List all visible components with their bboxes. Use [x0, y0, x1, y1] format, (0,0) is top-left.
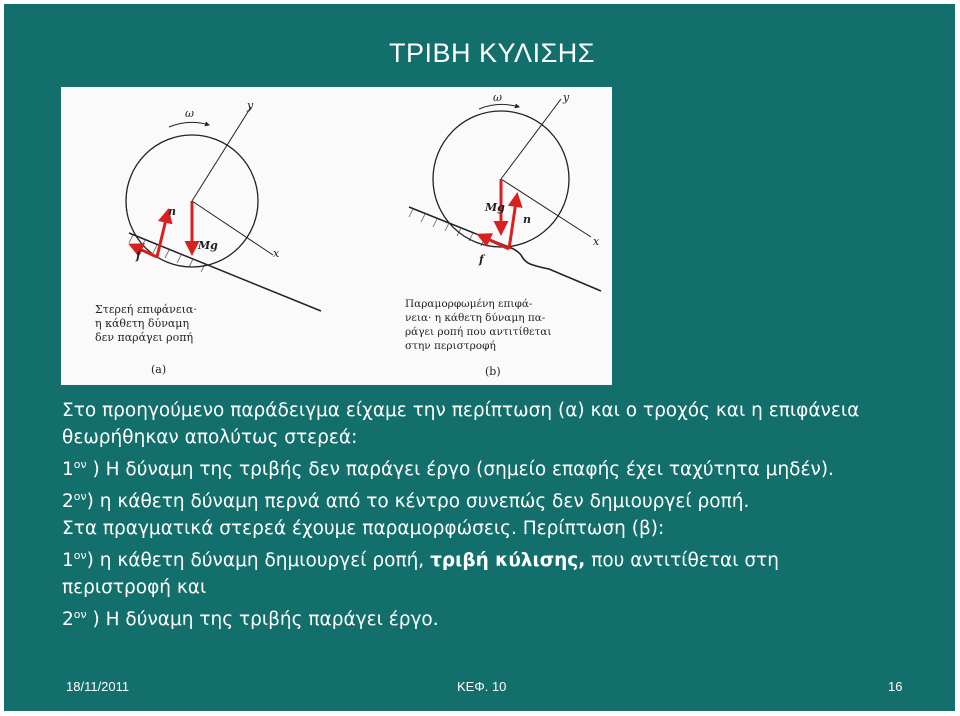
- y-axis-a: [192, 107, 251, 201]
- point-1-solid: [62, 451, 882, 483]
- footer-chapter: ΚΕΦ. 10: [457, 679, 507, 694]
- mg-label-a: Mg: [198, 239, 218, 252]
- n-label-a: n: [168, 205, 176, 218]
- incline-hatch-b: [409, 209, 485, 246]
- caption-a-line-3: δεν παράγει ροπή: [95, 331, 194, 344]
- figure-svg: [61, 87, 612, 385]
- normal-force-arrow-b: [509, 195, 517, 249]
- deformed-surface-b: [409, 207, 601, 291]
- panel-b-diagram: [405, 91, 601, 378]
- caption-a-line-1: Στερεή επιφάνεια·: [95, 303, 197, 316]
- point-3-ordinal: ον: [73, 549, 87, 562]
- rotation-arrow-a: [169, 122, 209, 127]
- point-1-ordinal: ον: [73, 458, 87, 471]
- caption-b: [405, 298, 552, 352]
- footer-page-number: 16: [888, 679, 903, 694]
- point-2-number: 2: [62, 491, 74, 512]
- point-1-number: 1: [62, 459, 74, 480]
- rolling-friction-figure: [61, 87, 612, 385]
- tag-a: (a): [151, 363, 167, 376]
- f-label-a: f: [136, 249, 141, 262]
- caption-a-line-2: η κάθετη δύναμη: [95, 317, 190, 330]
- intro-paragraph: Στο προηγούμενο παράδειγμα είχαμε την περίπτωση (α) και ο τροχός και η επιφάνεια θεωρήθηκαν απολύτως στερεά:: [62, 400, 860, 448]
- omega-label-b: ω: [493, 91, 502, 104]
- point-2-solid: [62, 483, 882, 515]
- x-label-a: x: [273, 247, 280, 260]
- tag-b: (b): [485, 365, 501, 378]
- mg-label-b: Mg: [485, 201, 505, 214]
- point-4-number: 2: [62, 609, 74, 630]
- rolling-friction-term: τριβή κύλισης,: [430, 550, 586, 571]
- x-label-b: x: [593, 235, 600, 248]
- caption-a: [95, 303, 197, 344]
- f-label-b: f: [479, 253, 484, 266]
- normal-force-arrow-a: [157, 211, 168, 257]
- point-3-text-a: ) η κάθετη δύναμη δημιουργεί ροπή,: [86, 550, 431, 571]
- incline-surface-a: [129, 233, 321, 311]
- caption-b-line-3: ράγει ροπή που αντιτίθεται: [405, 326, 552, 338]
- point-4-ordinal: ον: [73, 608, 87, 621]
- point-1-deformed: [62, 542, 882, 601]
- footer-date: 18/11/2011: [66, 679, 130, 694]
- y-label-b: y: [563, 91, 570, 104]
- real-solids-line: Στα πραγματικά στερεά έχουμε παραμορφώσεις. Περίπτωση (β):: [62, 518, 665, 539]
- caption-b-line-1: Παραμορφωμένη επιφά-: [405, 298, 533, 310]
- rotation-arrow-b: [479, 104, 519, 109]
- n-label-b: n: [523, 213, 531, 226]
- caption-b-line-2: νεια· η κάθετη δύναμη πα-: [405, 312, 546, 324]
- point-3-number: 1: [62, 550, 74, 571]
- point-2-ordinal: ον: [73, 490, 87, 503]
- slide-panel: [4, 4, 955, 711]
- point-1-text: ) Η δύναμη της τριβής δεν παράγει έργο (σημείο επαφής έχει ταχύτητα μηδέν).: [86, 459, 834, 480]
- panel-a-diagram: [95, 99, 321, 376]
- y-label-a: y: [247, 99, 254, 112]
- slide-title: ΤΡΙΒΗ ΚΥΛΙΣΗΣ: [389, 38, 595, 68]
- omega-label-a: ω: [185, 107, 194, 120]
- point-3-text-b: που αντιτίθεται στη περιστροφή και: [62, 550, 779, 598]
- point-4-text: ) Η δύναμη της τριβής παράγει έργο.: [86, 609, 439, 630]
- caption-b-line-4: στην περιστροφή: [405, 340, 496, 352]
- point-2-deformed: [62, 601, 882, 633]
- point-2-text: ) η κάθετη δύναμη περνά από το κέντρο συνεπώς δεν δημιουργεί ροπή.: [86, 491, 750, 512]
- slide-body-text: [62, 397, 882, 633]
